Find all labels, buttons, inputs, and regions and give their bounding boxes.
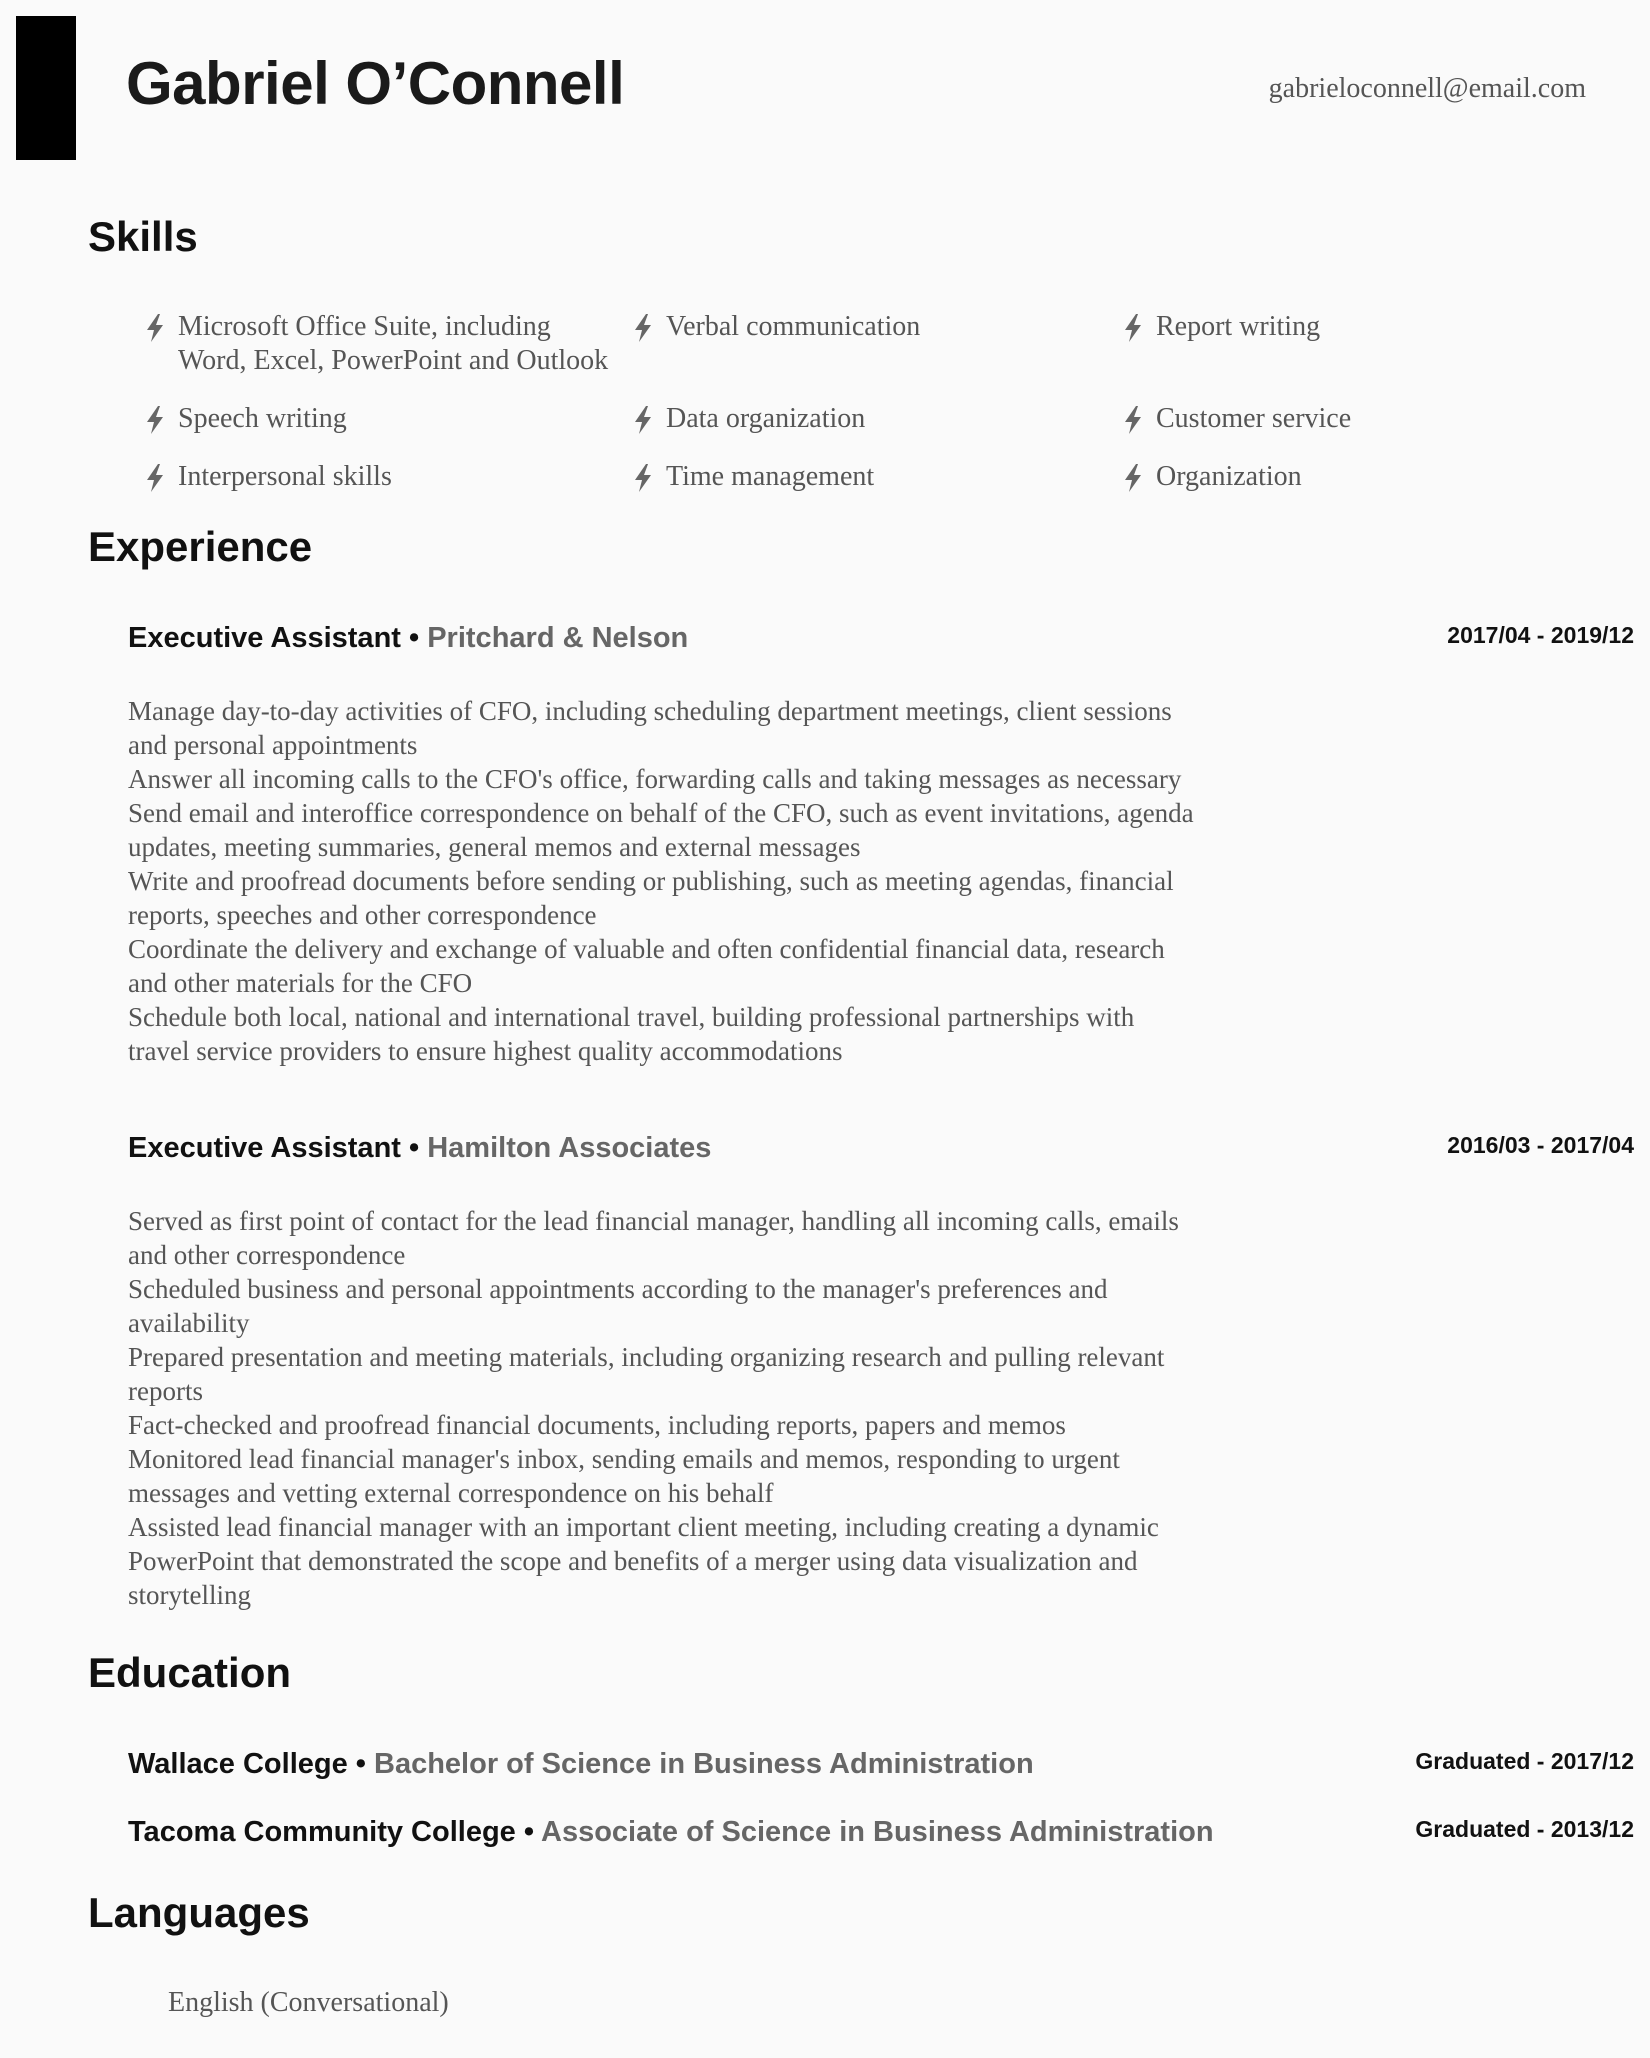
skill-item [632,402,865,436]
responsibility-item: Send email and interoffice correspondence on behalf of the CFO, such as event invitations, agenda updates, meeting summaries, general memos and external messages [128,798,1194,862]
skill-item [632,310,920,344]
graduation-date: Graduated - 2013/12 [1415,1816,1634,1842]
education-entry [128,1814,1214,1850]
graduation-date: Graduated - 2017/12 [1415,1748,1634,1774]
skills-heading: Skills [88,213,198,260]
separator: • [347,1748,375,1780]
skill-label: Customer service [1156,403,1352,434]
skill-item [632,460,874,494]
skill-label: Time management [666,461,875,492]
job-title: Executive Assistant [128,1132,401,1164]
language-item: English (Conversational) [168,1987,449,2018]
skill-label: Report writing [1156,311,1321,342]
skill-label: Data organization [666,403,866,434]
responsibility-item: Assisted lead financial manager with an important client meeting, including creating a dynamic PowerPoint that demonstrated the scope and benefits of a merger using data visualization and storytelling [128,1512,1159,1610]
skill-item [144,310,624,378]
skill-label: Speech writing [178,403,347,434]
bolt-icon [632,405,654,435]
degree-name: Associate of Science in Business Administration [541,1816,1214,1848]
email-address: gabrieloconnell@email.com [1268,73,1586,104]
school-name: Wallace College [128,1748,348,1780]
responsibility-item: Schedule both local, national and international travel, building professional partnerships with travel service providers to ensure highest quality accommodations [128,1002,1135,1066]
responsibility-item: Monitored lead financial manager's inbox, sending emails and memos, responding to urgent messages and vetting external correspondence on his behalf [128,1444,1120,1508]
accent-bar [16,16,76,160]
bolt-icon [1122,463,1144,493]
experience-heading: Experience [88,523,313,570]
bolt-icon [144,463,166,493]
job-dates: 2016/03 - 2017/04 [1447,1132,1634,1158]
degree-name: Bachelor of Science in Business Administration [374,1748,1034,1780]
separator: • [515,1816,542,1848]
skill-label: Microsoft Office Suite, including Word, Excel, PowerPoint and Outlook [178,311,609,376]
responsibility-item: Coordinate the delivery and exchange of valuable and often confidential financial data, research and other materials for the CFO [128,934,1165,998]
skill-item [144,460,392,494]
education-entry [128,1746,1034,1782]
skill-item [1122,310,1320,344]
skill-label: Verbal communication [666,311,921,342]
skill-item [144,402,347,436]
bolt-icon [1122,313,1144,343]
education-heading: Education [88,1649,292,1696]
responsibility-item: Scheduled business and personal appointments according to the manager's preferences and availability [128,1274,1108,1338]
separator: • [400,1132,428,1164]
company-name: Pritchard & Nelson [427,622,689,654]
job-title: Executive Assistant [128,622,401,654]
responsibility-item: Manage day-to-day activities of CFO, including scheduling department meetings, client sessions and personal appointments [128,696,1172,760]
languages-heading: Languages [88,1889,310,1936]
skill-item [1122,460,1302,494]
school-name: Tacoma Community College [128,1816,516,1848]
job-responsibilities [128,1204,1198,1612]
responsibility-item: Prepared presentation and meeting materials, including organizing research and pulling relevant reports [128,1342,1165,1406]
bolt-icon [632,463,654,493]
bolt-icon [144,405,166,435]
company-name: Hamilton Associates [427,1132,712,1164]
job-heading [128,620,688,656]
job-heading [128,1130,711,1166]
skill-item [1122,402,1351,436]
responsibility-item: Answer all incoming calls to the CFO's office, forwarding calls and taking messages as necessary [128,764,1182,794]
bolt-icon [144,313,166,343]
job-dates: 2017/04 - 2019/12 [1447,622,1634,648]
bolt-icon [632,313,654,343]
skill-label: Organization [1156,461,1302,492]
candidate-name: Gabriel O’Connell [126,50,625,117]
responsibility-item: Served as first point of contact for the lead financial manager, handling all incoming calls, emails and other correspondence [128,1206,1179,1270]
skill-label: Interpersonal skills [178,461,392,492]
bolt-icon [1122,405,1144,435]
job-responsibilities [128,694,1198,1068]
responsibility-item: Write and proofread documents before sending or publishing, such as meeting agendas, financial reports, speeches and other correspondence [128,866,1174,930]
separator: • [400,622,428,654]
responsibility-item: Fact-checked and proofread financial documents, including reports, papers and memos [128,1410,1066,1440]
